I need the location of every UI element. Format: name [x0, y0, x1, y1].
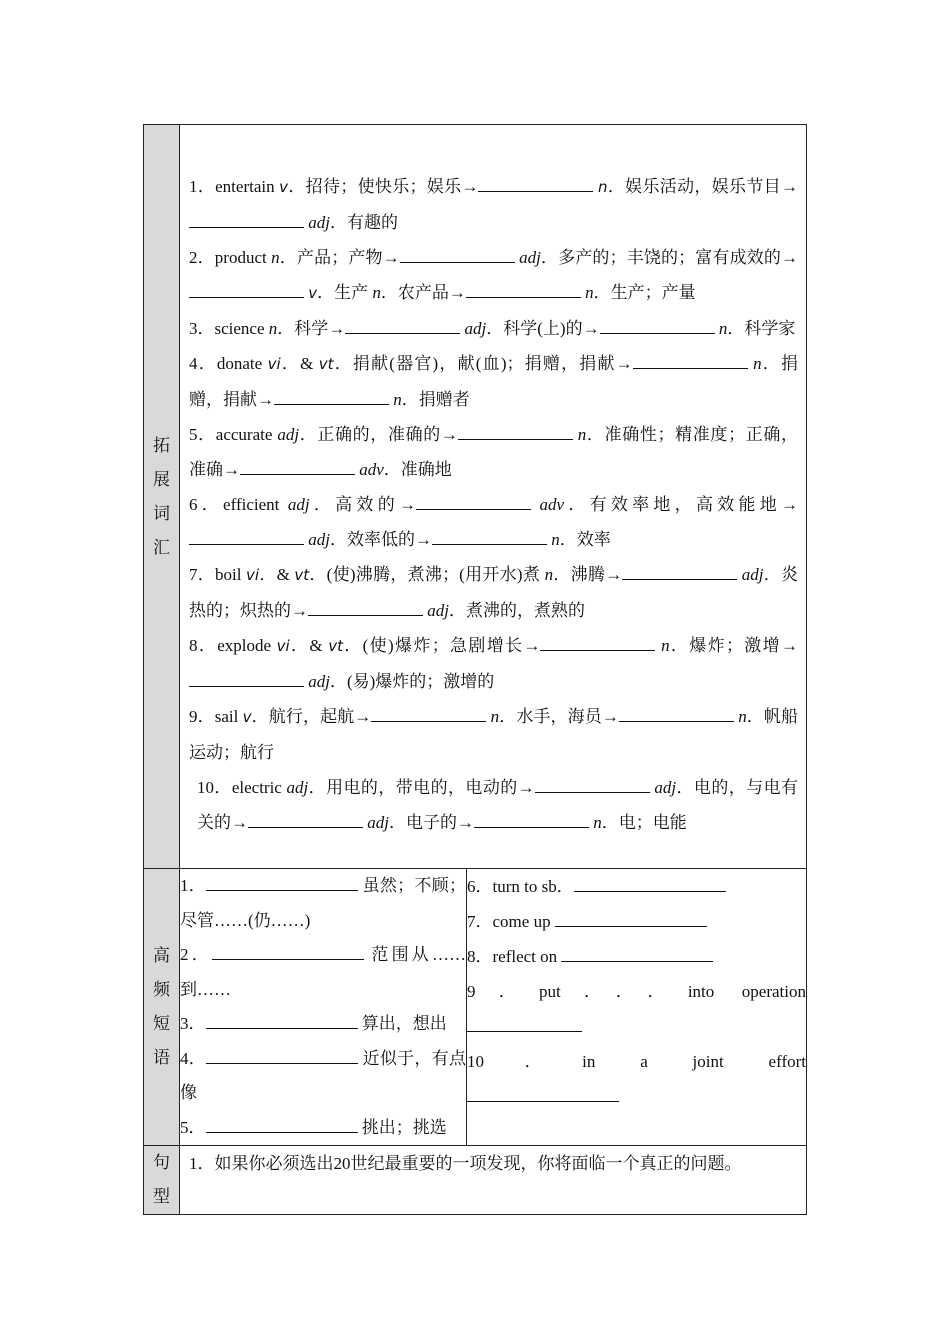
answer-blank[interactable]	[478, 171, 593, 192]
sentences-section-label: 句 型	[144, 1146, 180, 1215]
answer-blank[interactable]	[189, 277, 304, 298]
phrase-item: 4． 近似于，有点像	[180, 1042, 466, 1111]
answer-blank[interactable]	[240, 454, 355, 475]
vocab-content	[180, 125, 807, 869]
answer-blank[interactable]	[633, 348, 748, 369]
vocab-item: 7．boil vi．& vt．(使)沸腾，煮沸；(用开水)煮 n．沸腾→ adj．炎热的；炽热的→ adj．煮沸的，煮熟的	[189, 557, 798, 628]
answer-blank[interactable]	[561, 941, 713, 962]
answer-blank[interactable]	[458, 419, 573, 440]
phrase-item-blank	[467, 1079, 806, 1114]
study-table	[143, 124, 807, 1215]
answer-blank[interactable]	[274, 384, 389, 405]
phrase-item: 7．come up	[467, 904, 806, 939]
sentences-row	[144, 1146, 807, 1215]
phrases-section-label: 高 频 短 语	[144, 869, 180, 1146]
vocab-item: 10．electric adj．用电的，带电的，电动的→ adj．电的，与电有关的→ adj．电子的→ n．电；电能	[189, 770, 798, 840]
vocab-item: 5．accurate adj．正确的，准确的→ n．准确性；精准度；正确，准确→ adv．准确地	[189, 417, 798, 487]
answer-blank[interactable]	[206, 870, 358, 891]
phrases-row	[144, 869, 807, 1146]
vocab-item: 4．donate vi．& vt．捐献(器官)，献(血)；捐赠，捐献→ n．捐赠，捐献→ n．捐赠者	[189, 346, 798, 417]
answer-blank[interactable]	[574, 871, 726, 892]
phrases-content	[180, 869, 807, 1146]
vocab-item: 6．efficient adj．高效的→ adv．有效率地，高效能地→ adj．效率低的→ n．效率	[189, 487, 798, 557]
answer-blank[interactable]	[600, 313, 715, 334]
answer-blank[interactable]	[189, 207, 304, 228]
phrase-item: 1． 虽然；不顾；尽管……(仍……)	[180, 869, 466, 938]
answer-blank[interactable]	[206, 1043, 358, 1064]
answer-blank[interactable]	[206, 1008, 358, 1029]
answer-blank[interactable]	[467, 1081, 619, 1102]
vocab-item: 1．entertain v．招待；使快乐；娱乐→ n．娱乐活动，娱乐节目→ adj．有趣的	[189, 169, 798, 240]
answer-blank[interactable]	[466, 277, 581, 298]
vocab-item: 8．explode vi．& vt．(使)爆炸；急剧增长→ n．爆炸；激增→ adj．(易)爆炸的；激增的	[189, 628, 798, 699]
vocab-section-label: 拓 展 词 汇	[144, 125, 180, 869]
phrase-item: 2． 范围从……到……	[180, 938, 466, 1007]
answer-blank[interactable]	[189, 666, 304, 687]
answer-blank[interactable]	[540, 630, 655, 651]
phrase-item: 8．reflect on	[467, 939, 806, 974]
phrase-item: 3． 算出，想出	[180, 1007, 466, 1042]
answer-blank[interactable]	[474, 807, 589, 828]
phrase-item: 9．put．．．into operation	[467, 982, 806, 1001]
answer-blank[interactable]	[308, 595, 423, 616]
answer-blank[interactable]	[345, 313, 460, 334]
phrase-item: 5． 挑出；挑选	[180, 1111, 466, 1146]
phrase-item: 6．turn to sb．	[467, 869, 806, 904]
phrases-grid	[180, 869, 806, 1145]
answer-blank[interactable]	[371, 701, 486, 722]
phrase-item-blank	[467, 1009, 806, 1044]
answer-blank[interactable]	[206, 1112, 358, 1133]
answer-blank[interactable]	[467, 1011, 582, 1032]
answer-blank[interactable]	[400, 242, 515, 263]
vocab-item: 9．sail v．航行，起航→ n．水手，海员→ n．帆船运动；航行	[189, 699, 798, 770]
answer-blank[interactable]	[535, 772, 650, 793]
answer-blank[interactable]	[189, 524, 304, 545]
phrases-left-column	[180, 869, 467, 1145]
answer-blank[interactable]	[622, 559, 737, 580]
answer-blank[interactable]	[248, 807, 363, 828]
vocab-item: 2．product n．产品；产物→ adj．多产的；丰饶的；富有成效的→ v．生产 n．农产品→ n．生产；产量	[189, 240, 798, 311]
answer-blank[interactable]	[416, 489, 531, 510]
phrases-right-column	[467, 869, 807, 1145]
answer-blank[interactable]	[555, 906, 707, 927]
answer-blank[interactable]	[432, 524, 547, 545]
vocab-row	[144, 125, 807, 869]
answer-blank[interactable]	[619, 701, 734, 722]
answer-blank[interactable]	[212, 939, 364, 960]
vocab-item: 3．science n．科学→ adj．科学(上)的→ n．科学家	[189, 311, 798, 346]
sentence-item: 1．如果你必须选出20世纪最重要的一项发现，你将面临一个真正的问题。	[180, 1146, 807, 1215]
phrase-item: 10．in a joint effort	[467, 1052, 806, 1071]
